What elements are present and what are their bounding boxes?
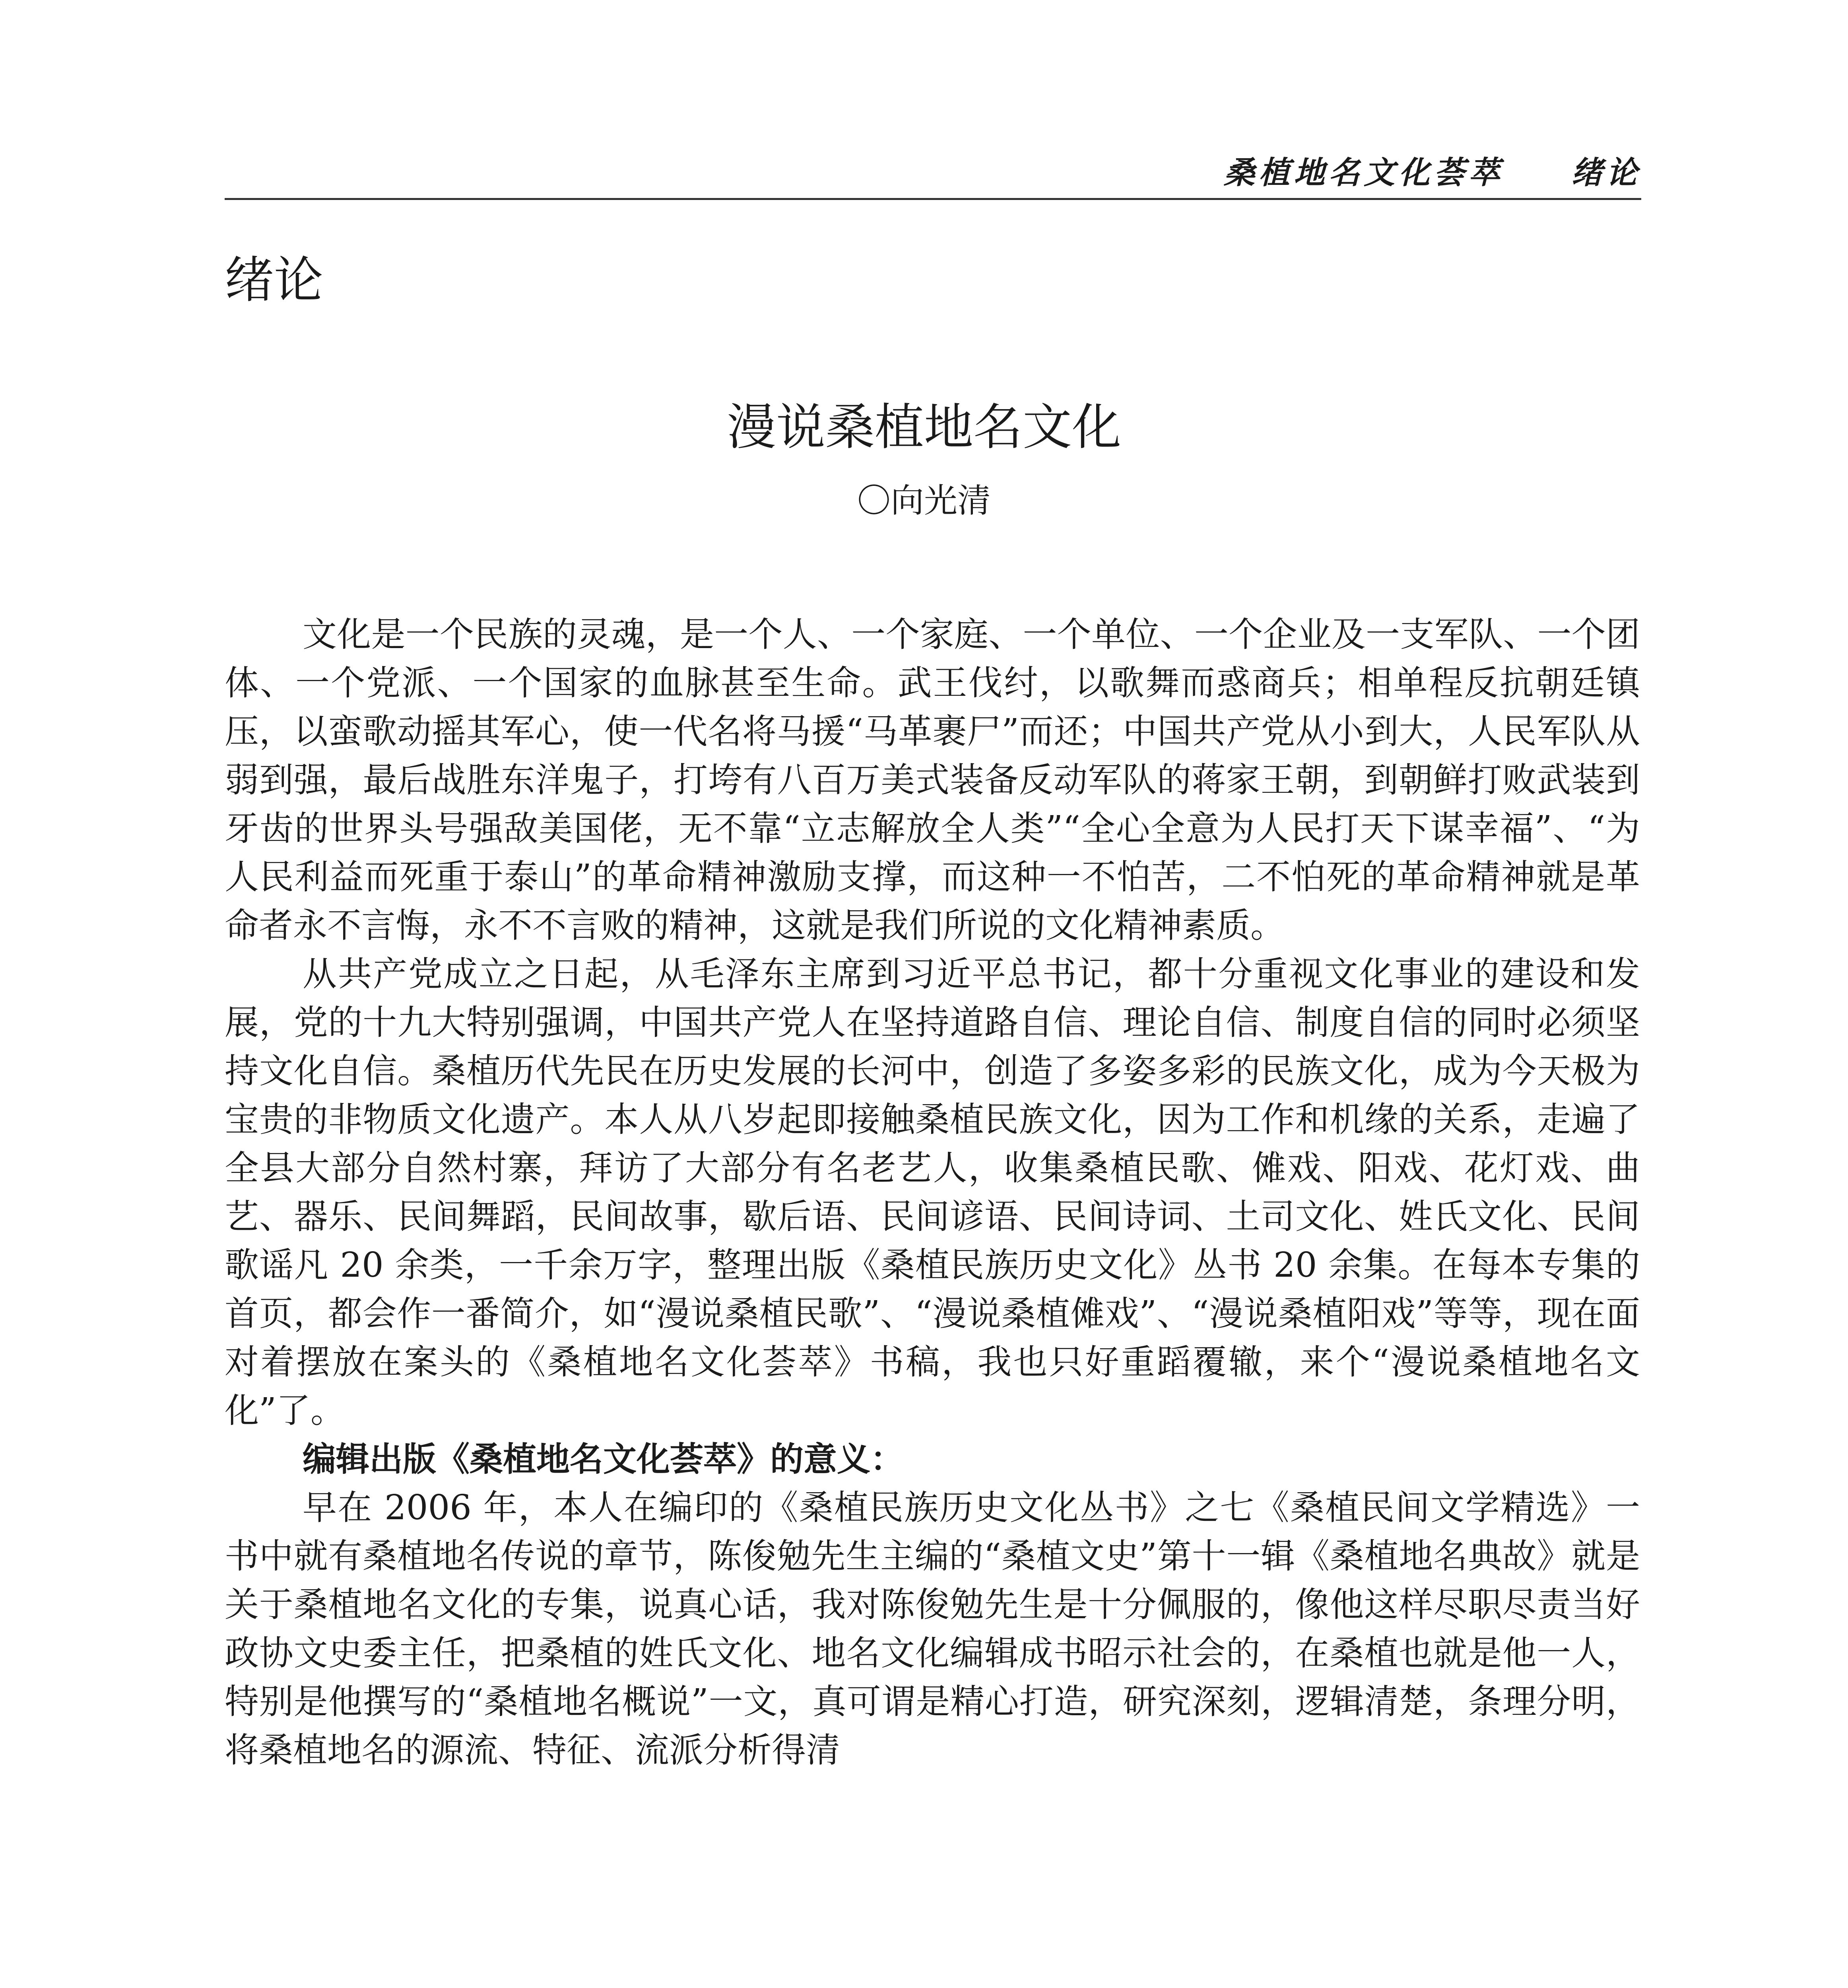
article-title: 漫说桑植地名文化 [726,399,1121,456]
section-title: 绪论 [225,252,324,309]
article-body [225,610,1640,1774]
header-book-title: 桑植地名文化荟萃 [1223,155,1504,191]
header-chapter: 绪论 [1571,155,1641,191]
article-byline: 〇向光清 [857,481,991,520]
body-paragraph: 早在 2006 年，本人在编印的《桑植民族历史文化丛书》之七《桑植民间文学精选》一书中就有桑植地名传说的章节，陈俊勉先生主编的“桑植文史”第十一辑《桑植地名典故》就是关于桑植地名文化的专集，说真心话，我对陈俊勉先生是十分佩服的，像他这样尽职尽责当好政协文史委主任，把桑植的姓氏文化、地名文化编辑成书昭示社会的，在桑植也就是他一人，特别是他撰写的“桑植地名概说”一文，真可谓是精心打造，研究深刻，逻辑清楚，条理分明，将桑植地名的源流、特征、流派分析得清 [225,1488,1640,1770]
body-paragraph: 文化是一个民族的灵魂，是一个人、一个家庭、一个单位、一个企业及一支军队、一个团体、一个党派、一个国家的血脉甚至生命。武王伐纣，以歌舞而惑商兵；相单程反抗朝廷镇压，以蛮歌动摇其军心，使一代名将马援“马革裹尸”而还；中国共产党从小到大，人民军队从弱到强，最后战胜东洋鬼子，打垮有八百万美式装备反动军队的蒋家王朝，到朝鲜打败武装到牙齿的世界头号强敌美国佬，无不靠“立志解放全人类”“全心全意为人民打天下谋幸福”、“为人民利益而死重于泰山”的革命精神激励支撑，而这种一不怕苦，二不怕死的革命精神就是革命者永不言悔，永不不言败的精神，这就是我们所说的文化精神素质。 [225,615,1640,945]
header-divider [225,198,1641,200]
running-header [1224,148,1641,192]
body-paragraph: 从共产党成立之日起，从毛泽东主席到习近平总书记，都十分重视文化事业的建设和发展，党的十九大特别强调，中国共产党人在坚持道路自信、理论自信、制度自信的同时必须坚持文化自信。桑植历代先民在历史发展的长河中，创造了多姿多彩的民族文化，成为今天极为宝贵的非物质文化遗产。本人从八岁起即接触桑植民族文化，因为工作和机缘的关系，走遍了全县大部分自然村寨，拜访了大部分有名老艺人，收集桑植民歌、傩戏、阳戏、花灯戏、曲艺、器乐、民间舞蹈，民间故事，歇后语、民间谚语、民间诗词、土司文化、姓氏文化、民间歌谣凡 20 余类，一千余万字，整理出版《桑植民族历史文化》丛书 20 余集。在每本专集的首页，都会作一番简介，如“漫说桑植民歌”、“漫说桑植傩戏”、“漫说桑植阳戏”等等，现在面对着摆放在案头的《桑植地名文化荟萃》书稿，我也只好重蹈覆辙，来个“漫说桑植地名文化”了。 [225,954,1640,1431]
subheading: 编辑出版《桑植地名文化荟萃》的意义： [303,1440,904,1479]
